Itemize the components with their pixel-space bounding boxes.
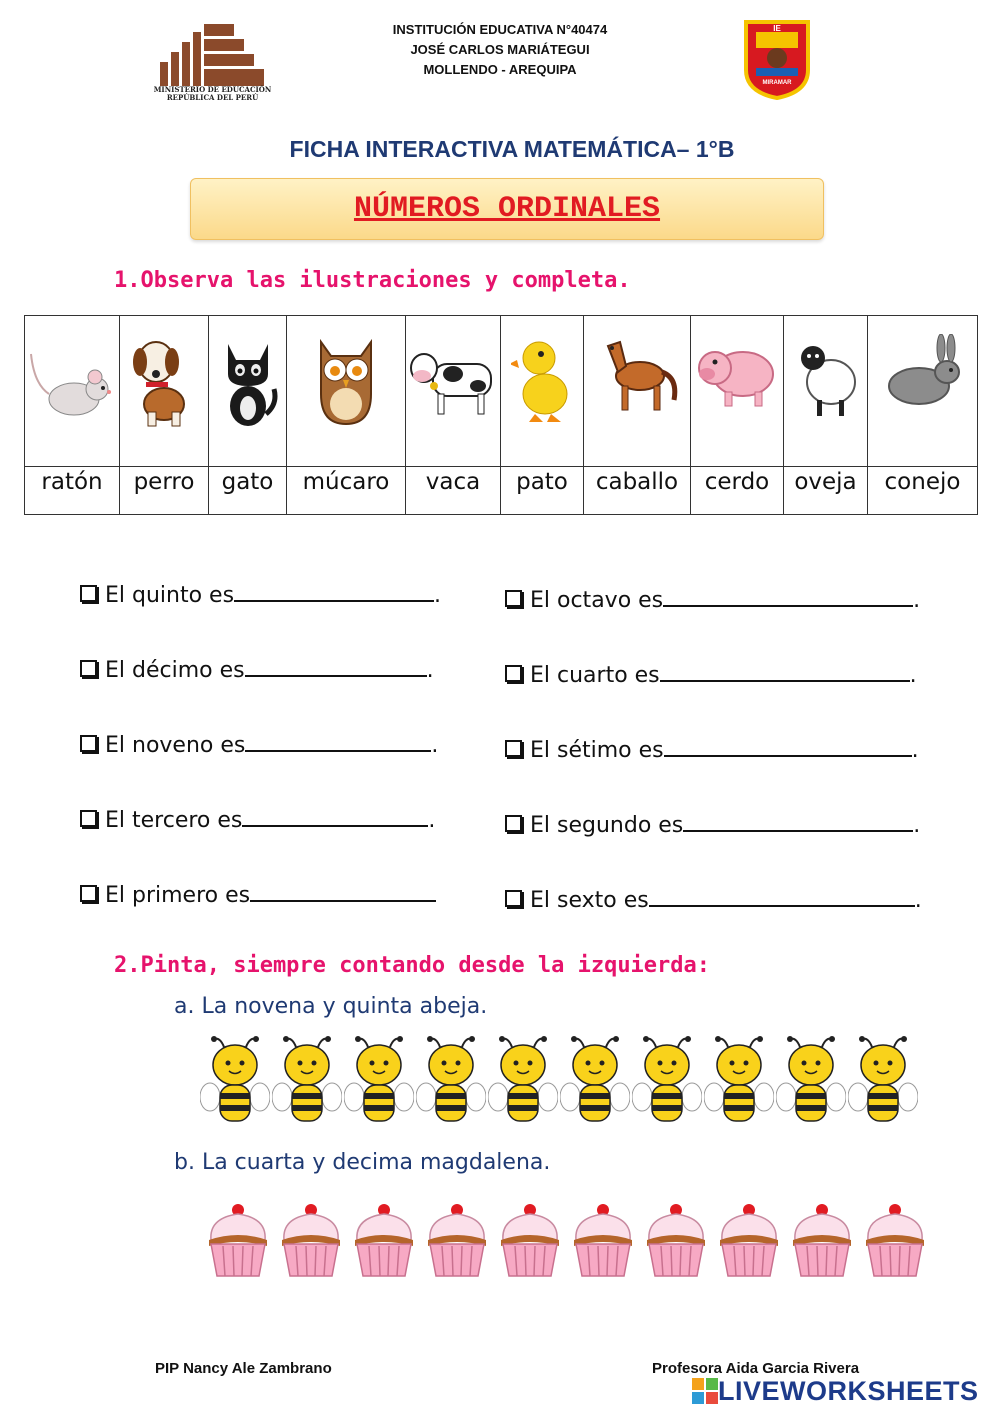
answer-blank[interactable] [234,578,434,602]
answer-blank[interactable] [250,878,436,902]
checkbox-icon[interactable] [80,585,97,602]
bee-3[interactable] [344,1035,414,1131]
animal-name: cerdo [704,469,770,495]
answer-blank[interactable] [660,658,910,682]
checkbox-icon[interactable] [80,885,97,902]
liveworksheets-logo[interactable] [692,1376,979,1406]
rabbit-icon [881,334,965,410]
sentence-item: El tercero es . [80,803,435,833]
pig-icon [695,334,779,410]
answer-blank[interactable] [683,808,913,832]
horse-icon [592,334,682,414]
checkbox-icon[interactable] [505,890,522,907]
animal-name: múcaro [302,469,390,495]
animal-name: caballo [595,469,679,495]
bee-1[interactable] [200,1035,270,1131]
animal-name: oveja [794,469,857,495]
animal-cell [406,316,501,514]
sentence-item: El cuarto es . [505,658,917,688]
animal-cell [25,316,120,514]
checkbox-icon[interactable] [505,665,522,682]
mouse-icon [29,334,115,424]
duck-icon [511,334,573,424]
answer-blank[interactable] [245,728,431,752]
checkbox-icon[interactable] [80,735,97,752]
school-crest [742,18,812,100]
cupcake-6[interactable] [570,1200,636,1284]
dog-icon [126,334,202,429]
cow-icon [408,334,498,419]
answer-blank[interactable] [242,803,428,827]
owl-icon [311,334,381,429]
footer-teacher: Profesora Aida Garcia Rivera [652,1360,860,1377]
cupcake-1[interactable] [205,1200,271,1284]
item-b-instruction: b. La cuarta y decima magdalena. [174,1150,551,1175]
exercise-1-heading: 1.Observa las ilustraciones y completa. [114,268,631,293]
animal-cell [584,316,691,514]
bee-9[interactable] [776,1035,846,1131]
animal-cell [209,316,287,514]
cupcake-row [205,1200,935,1285]
cupcake-10[interactable] [862,1200,928,1284]
item-a-instruction: a. La novena y quinta abeja. [174,994,488,1019]
animal-table [24,315,978,515]
animal-name: vaca [425,469,481,495]
bee-10[interactable] [848,1035,918,1131]
sentence-item: El décimo es . [80,653,434,683]
sentence-item: El sétimo es . [505,733,919,763]
cupcake-9[interactable] [789,1200,855,1284]
liveworksheets-text: LIVEWORKSHEETS [718,1375,979,1406]
animal-name: ratón [41,469,103,495]
liveworksheets-icon [692,1378,718,1404]
bee-8[interactable] [704,1035,774,1131]
cupcake-2[interactable] [278,1200,344,1284]
checkbox-icon[interactable] [80,660,97,677]
sheep-icon [793,334,859,420]
checkbox-icon[interactable] [505,815,522,832]
animal-cell [868,316,977,514]
cupcake-4[interactable] [424,1200,490,1284]
bee-2[interactable] [272,1035,342,1131]
answer-blank[interactable] [663,583,913,607]
cupcake-7[interactable] [643,1200,709,1284]
bee-row [200,1035,940,1130]
title-banner [190,178,824,240]
sentence-item: El sexto es . [505,883,922,913]
bee-5[interactable] [488,1035,558,1131]
animal-name: perro [133,469,195,495]
sentence-item: El segundo es . [505,808,920,838]
sentence-item: El primero es [80,878,436,908]
answer-blank[interactable] [649,883,915,907]
animal-cell [287,316,406,514]
crest-word: MIRAMAR [762,80,792,86]
school-name: INSTITUCIÓN EDUCATIVA N°40474 JOSÉ CARLOS MARIÁTEGUI MOLLENDO - AREQUIPA [392,22,608,77]
bee-4[interactable] [416,1035,486,1131]
cupcake-3[interactable] [351,1200,417,1284]
checkbox-icon[interactable] [505,590,522,607]
cupcake-8[interactable] [716,1200,782,1284]
cupcake-5[interactable] [497,1200,563,1284]
answer-blank[interactable] [664,733,912,757]
bee-7[interactable] [632,1035,702,1131]
sheet-title: FICHA INTERACTIVA MATEMÁTICA– 1°B [289,136,735,162]
animal-name: pato [516,469,568,495]
checkbox-icon[interactable] [80,810,97,827]
ministry-caption: MINISTERIO DE EDUCACIÓN REPÚBLICA DEL PERÚ [153,85,272,102]
exercise-2-heading: 2.Pinta, siempre contando desde la izquierda: [114,953,711,978]
bee-6[interactable] [560,1035,630,1131]
answer-blank[interactable] [245,653,427,677]
sentence-item: El quinto es . [80,578,441,608]
checkbox-icon[interactable] [505,740,522,757]
animal-cell [120,316,209,514]
animal-cell [784,316,868,514]
animal-name: gato [221,469,274,495]
sentence-item: El octavo es . [505,583,920,613]
banner-title: NÚMEROS ORDINALES [353,192,661,226]
animal-cell [691,316,784,514]
footer-author: PIP Nancy Ale Zambrano [155,1360,332,1377]
animal-name: conejo [884,469,961,495]
sentence-item: El noveno es . [80,728,438,758]
cat-icon [216,334,280,429]
animal-cell [501,316,584,514]
crest-label: IE [773,24,781,33]
